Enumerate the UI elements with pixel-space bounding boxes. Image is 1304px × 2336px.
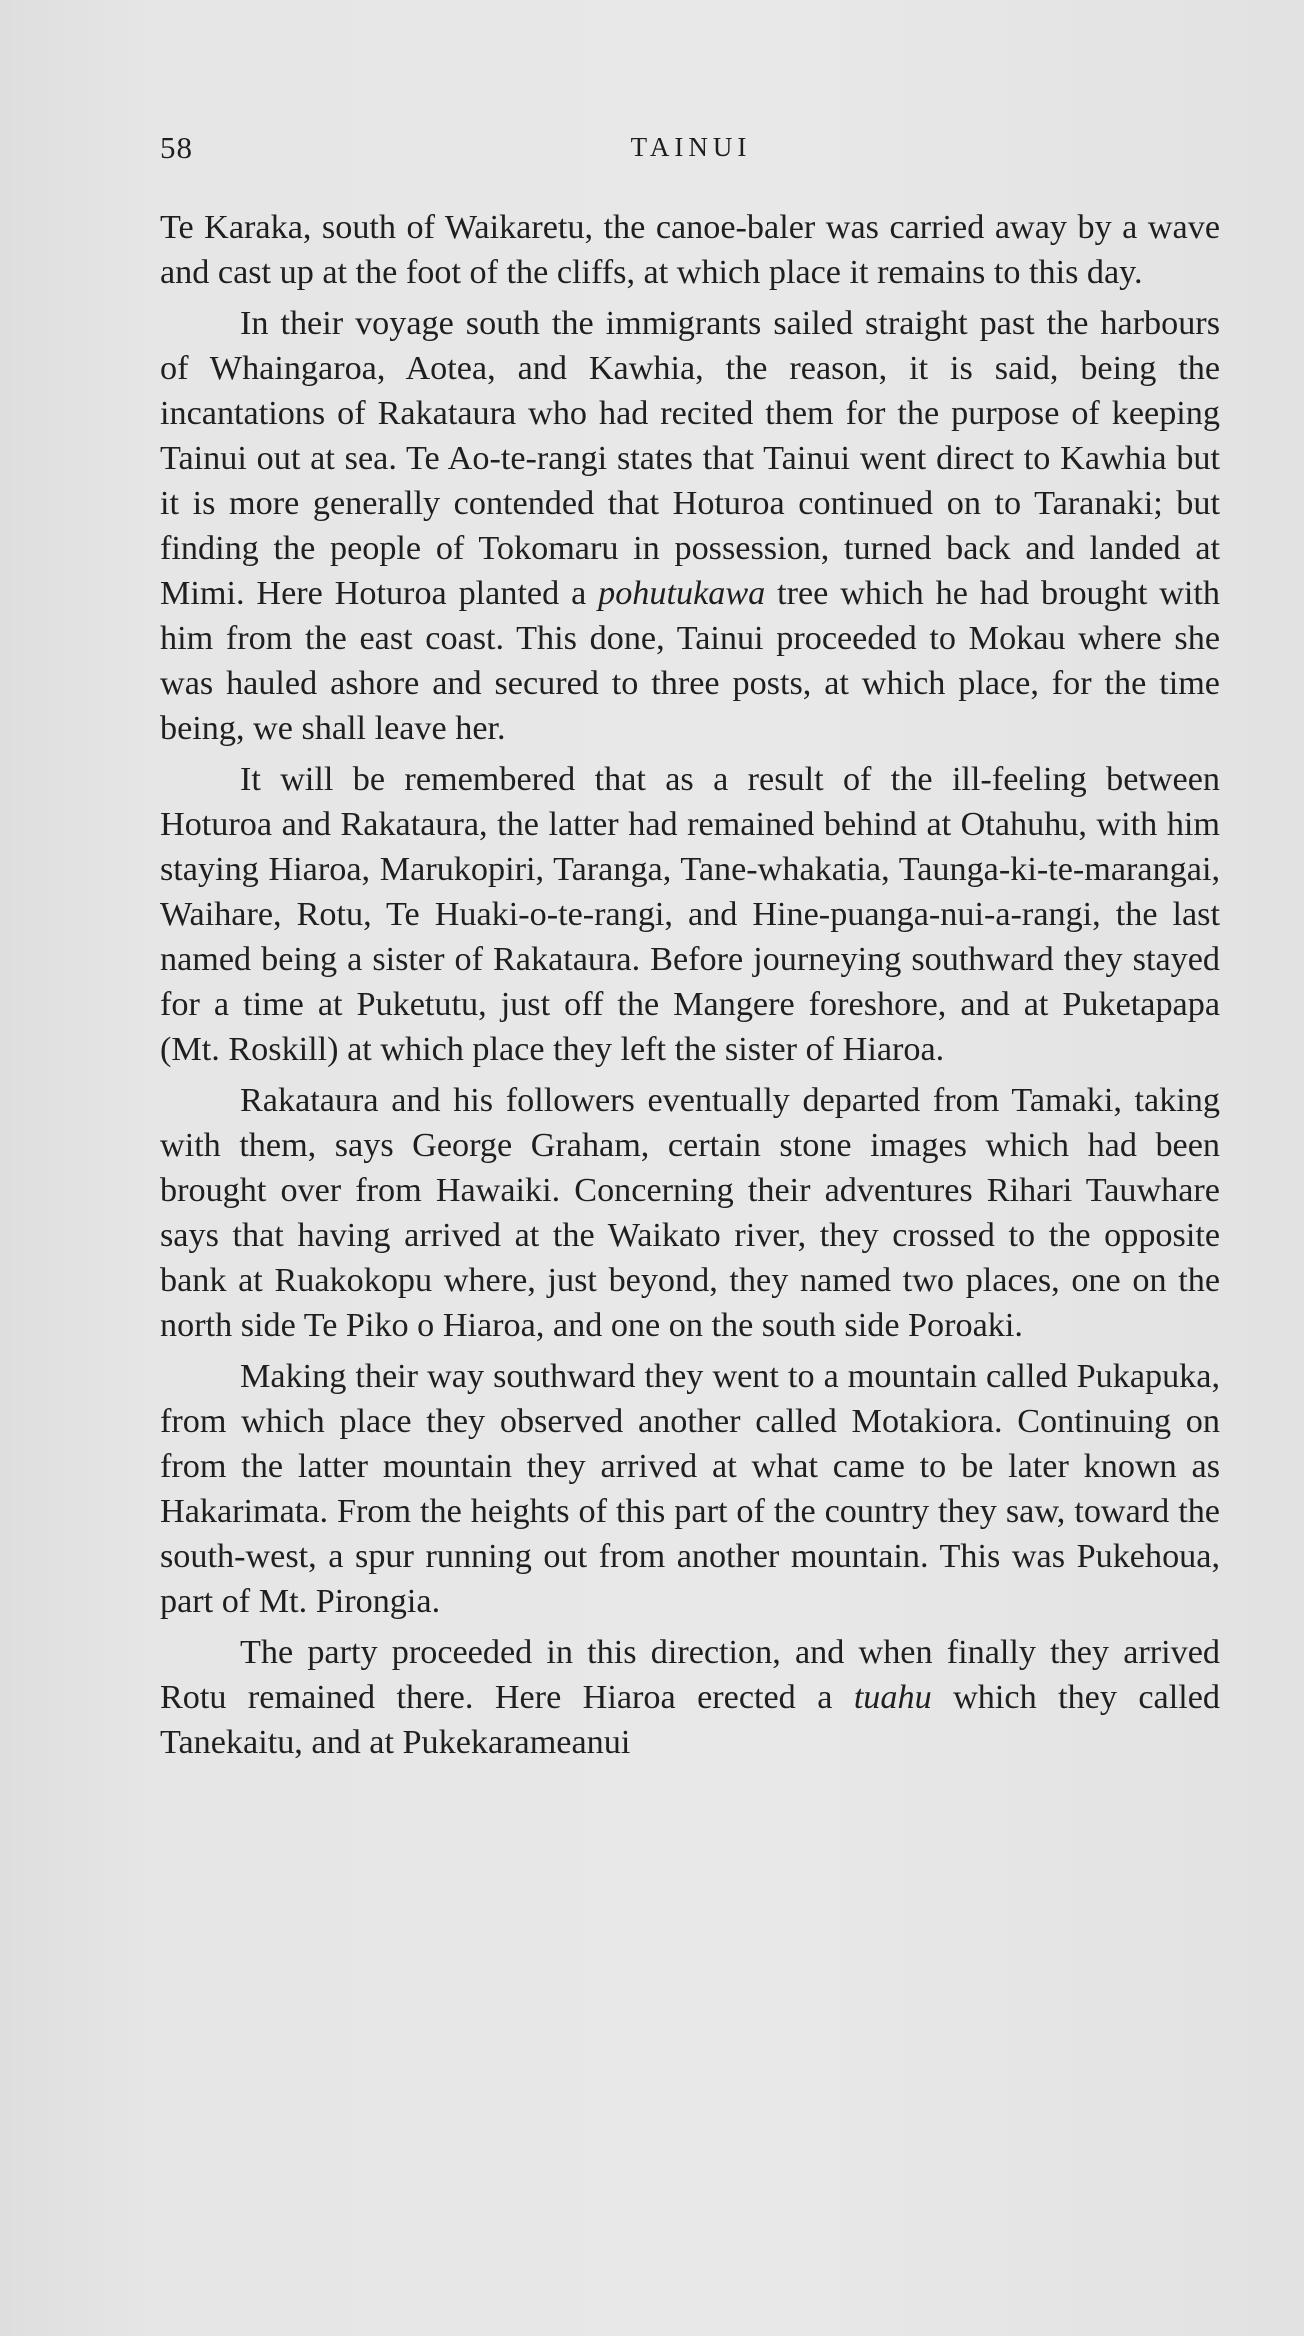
book-page [160, 130, 1220, 1771]
text-run: Rakataura and his followers eventually departed from Tamaki, taking with them, says George Graham, certain stone images which had been brought over from Hawaiki. Concerning their adventures Rihari Tauwhare says that having arrived at the Waikato river, they crossed to the opposite bank at Ruakokopu where, just beyond, they named two places, one on the north side Te Piko o Hiaroa, and one on the south side Poroaki. [160, 1082, 1220, 1344]
italic-term: pohutukawa [598, 575, 766, 612]
italic-term: tuahu [853, 1679, 932, 1716]
paragraph [160, 757, 1220, 1072]
paragraph [160, 1630, 1220, 1765]
paragraph [160, 205, 1220, 295]
running-head [160, 130, 1220, 180]
paragraph [160, 301, 1220, 751]
paragraph [160, 1354, 1220, 1624]
text-run: tree which he had brought with him from the east coast. This done, Tainui proceeded to Mokau where she was hauled ashore and secured to three posts, at which place, for the time being, we shall leave her. [160, 575, 1220, 747]
page-number: 58 [160, 130, 193, 165]
text-run: It will be remembered that as a result of the ill-feeling between Hoturoa and Rakataura, the latter had remained behind at Otahuhu, with him staying Hiaroa, Marukopiri, Taranga, Tane-whakatia, Taunga-ki-te-marangai, Waihare, Rotu, Te Huaki-o-te-rangi, and Hine-puanga-nui-a-rangi, the last named being a sister of Rakataura. Before journeying southward they stayed for a time at Puketutu, just off the Mangere foreshore, and at Puketapapa (Mt. Roskill) at which place they left the sister of Hiaroa. [160, 761, 1220, 1068]
running-title: TAINUI [630, 132, 752, 162]
text-run: Te Karaka, south of Waikaretu, the canoe-baler was carried away by a wave and cast up at the foot of the cliffs, at which place it remains to this day. [160, 209, 1220, 291]
body-text [160, 205, 1220, 1765]
paragraph [160, 1078, 1220, 1348]
text-run: The party proceeded in this direction, and when finally they arrived Rotu remained there. Here Hiaroa erected a [160, 1634, 1220, 1716]
text-run: Making their way southward they went to a mountain called Pukapuka, from which place they observed another called Motakiora. Continuing on from the latter mountain they arrived at what came to be later known as Hakarimata. From the heights of this part of the country they saw, toward the south-west, a spur running out from another mountain. This was Pukehoua, part of Mt. Pirongia. [160, 1358, 1220, 1620]
text-run: which they called Tanekaitu, and at Pukekarameanui [160, 1679, 1220, 1761]
text-run: In their voyage south the immigrants sailed straight past the harbours of Whaingaroa, Aotea, and Kawhia, the reason, it is said, being the incantations of Rakataura who had recited them for the purpose of keeping Tainui out at sea. Te Ao-te-rangi states that Tainui went direct to Kawhia but it is more generally contended that Hoturoa continued on to Taranaki; but finding the people of Tokomaru in possession, turned back and landed at Mimi. Here Hoturoa planted a [160, 305, 1220, 612]
